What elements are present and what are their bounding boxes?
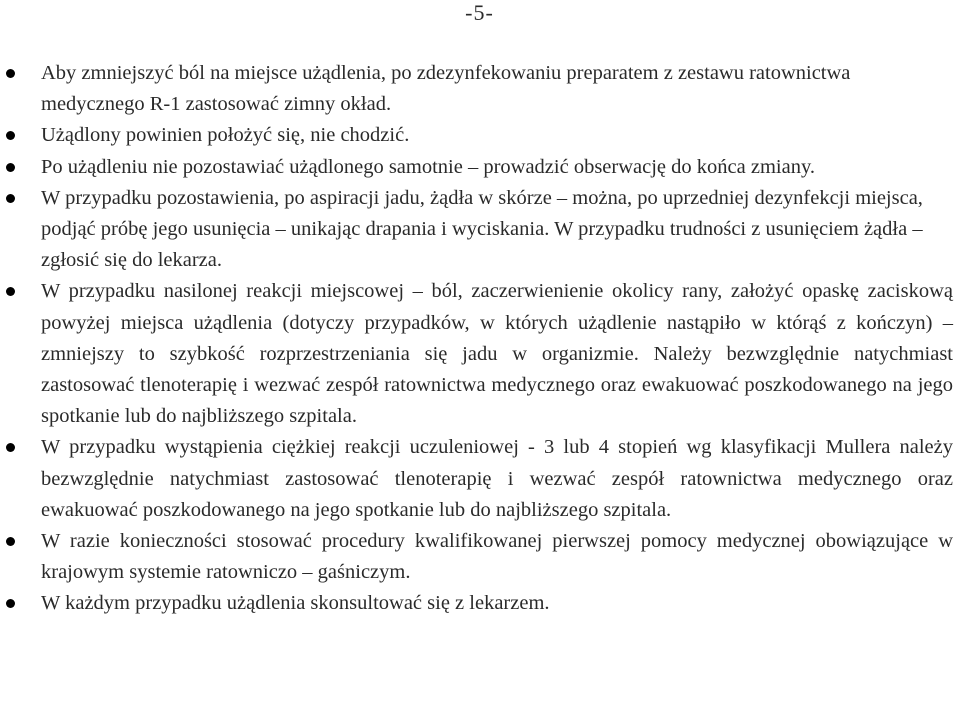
bullet-icon — [6, 163, 15, 172]
bullet-icon — [6, 599, 15, 608]
bullet-item-7 — [0, 526, 959, 588]
bullet-text: Po użądleniu nie pozostawiać użądlonego samotnie – prowadzić obserwację do końca zmiany. — [41, 155, 815, 178]
bullet-text: W przypadku pozostawienia, po aspiracji jadu, żądła w skórze – można, po uprzedniej dezynfekcji miejsca, podjąć próbę jego usunięcia – unikając drapania i wyciskania. W przypadku trudności z usunięciem żądła – zgłosić się do lekarza. — [41, 186, 923, 272]
bullet-text: Użądlony powinien położyć się, nie chodzić. — [41, 124, 410, 147]
bullet-item-1 — [0, 58, 959, 120]
bullet-icon — [6, 537, 15, 546]
bullet-text: Aby zmniejszyć ból na miejsce użądlenia, po zdezynfekowaniu preparatem z zestawu ratownictwa medycznego R-1 zastosować zimny okład. — [41, 62, 851, 116]
bullet-icon — [6, 131, 15, 140]
bullet-text: W każdym przypadku użądlenia skonsultować się z lekarzem. — [41, 592, 550, 615]
page-number: -5- — [465, 0, 494, 25]
bullet-item-4 — [0, 183, 959, 277]
bullet-text: W przypadku wystąpienia ciężkiej reakcji uczuleniowej - 3 lub 4 stopień wg klasyfikacji Mullera należy bezwzględnie natychmiast zastosować tlenoterapię i wezwać zespół ratownictwa medycznego oraz ewakuować poszkodowanego na jego spotkanie lub do najbliższego szpitala. — [41, 436, 953, 521]
bullet-list — [0, 58, 959, 620]
bullet-text: W przypadku nasilonej reakcji miejscowej – ból, zaczerwienienie okolicy rany, założyć opaskę zaciskową powyżej miejsca użądlenia (dotyczy przypadków, w których użądlenie nastąpiło w którąś z kończyn) – zmniejszy to szybkość rozprzestrzeniania się jadu w organizmie. Należy bezwzględnie natychmiast zastosować tlenoterapię i wezwać zespół ratownictwa medycznego oraz ewakuować poszkodowanego na jego spotkanie lub do najbliższego szpitala. — [41, 280, 953, 428]
document-body — [0, 58, 959, 620]
bullet-item-5 — [0, 276, 959, 432]
bullet-item-3 — [0, 152, 959, 183]
bullet-item-8 — [0, 588, 959, 619]
bullet-item-2 — [0, 120, 959, 151]
bullet-item-6 — [0, 432, 959, 526]
bullet-icon — [6, 194, 15, 203]
bullet-icon — [6, 443, 15, 452]
bullet-icon — [6, 69, 15, 78]
bullet-text: W razie konieczności stosować procedury kwalifikowanej pierwszej pomocy medycznej obowiązujące w krajowym systemie ratowniczo – gaśniczym. — [41, 530, 953, 584]
bullet-icon — [6, 287, 15, 296]
